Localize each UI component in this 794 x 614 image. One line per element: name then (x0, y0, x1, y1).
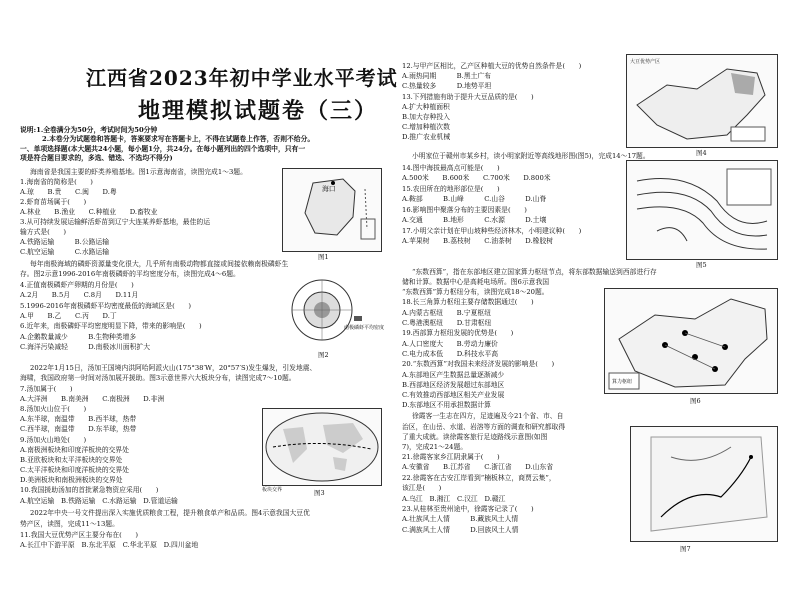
question-line: A.扩大种植面积 (402, 103, 450, 111)
question-line: 22.徐霞客在古安江岸看到“楠板林立，商贾云集”， (402, 474, 556, 482)
question-line: 16.影响图中聚落分布的主要因素是( ) (402, 206, 527, 214)
question-line: A.长江中下游平原 B.东北平原 C.华北平原 D.四川盆地 (20, 541, 199, 549)
question-line: C.西半球，南温带 D.东半球，热带 (20, 425, 137, 433)
question-line: 2022年中央一号文件提出深入实施优质粮食工程，提升粮食单产和品质。图4示意我国大豆优 (30, 509, 310, 517)
question-line: C.太平洋板块和印度洋板块的交界处 (20, 466, 130, 474)
figure-6-legend: 算力枢纽 (612, 379, 633, 385)
question-line: C.热量较多 D.地势平坦 (402, 82, 492, 90)
question-line: B.西部地区经济发展超过东部地区 (402, 381, 505, 389)
question-line: 7.汤加属于( ) (20, 385, 73, 393)
question-line: 5.1996-2016年南极磷虾平均密度最低的海域区是( ) (20, 302, 192, 310)
question-line: A.2月 B.5月 C.8月 D.11月 (20, 291, 139, 299)
question-line: 2022年1月15日，汤加王国境内洪阿哈阿派火山(175°38′W，20°57′S)发生爆发，引发地震、 (30, 364, 317, 372)
question-line: 小明家位于赣州市某乡村，读小明家附近等高线地形图(图5)，完成14～17题。 (412, 152, 650, 160)
figure-6-caption: 图6 (690, 397, 701, 405)
question-line: 21.徐霞客家乡江阴隶属于( ) (402, 453, 500, 461)
question-line: A.苹果树 B.荔枝树 C.油茶树 D.橡胶树 (402, 237, 554, 245)
question-line: A.东部地区产生数据总量逐渐减少 (402, 371, 505, 379)
question-line: 14.图中海拔最高点可能是( ) (402, 164, 500, 172)
question-line: 4.正值南极磷虾产卵期的月份是( ) (20, 281, 134, 289)
question-line: 该江是( ) (402, 484, 442, 492)
question-line: 9.汤加火山地处( ) (20, 436, 87, 444)
question-line: 势产区，读图，完成11～13题。 (20, 520, 119, 528)
exam-subtitle: 地理模拟试题卷（三） (138, 98, 379, 124)
question-line: B.加大存种投入 (402, 113, 450, 121)
question-line: A.铁路运输 B.公路运输 (20, 238, 109, 246)
question-line: 储和计算。数据中心是高耗电场所。图6示意我国 (402, 278, 550, 286)
question-line: 13.下列措施有助于提升大豆品质的是( ) (402, 93, 534, 101)
instruction-line: 说明:1.全卷满分为50分，考试时间为50分钟 (20, 126, 158, 134)
question-line: D.美洲板块和南极洲板块的交界处 (20, 476, 123, 484)
question-line: C.海洋污染减轻 D.南极冰川面积扩大 (20, 343, 151, 351)
question-line: C.增加种植次数 (402, 123, 450, 131)
question-line: 8.汤加火山位于( ) (20, 405, 87, 413)
figure-7-caption: 图7 (680, 545, 691, 553)
figure-5-contour-map (626, 160, 778, 260)
question-line: 了重大成就。读徐霞客旅行足迹路线示意图(如图 (402, 433, 548, 441)
question-line: 15.农田所在的地形部位是( ) (402, 185, 500, 193)
question-line: C.电力成本低 D.科技水平高 (402, 350, 499, 358)
question-line: 3.从可持续发展运输鲜活虾苗到辽宁大连某养虾基地，最佳的运 (20, 218, 210, 226)
question-line: 海南省是我国主要的虾类养殖基地。图1示意海南省，读图完成1～3题。 (30, 168, 247, 176)
question-line: A.甲 B.乙 C.丙 D.丁 (20, 312, 117, 320)
question-line: C.满族风土人情 D.回族风土人情 (402, 526, 519, 534)
question-line: 2.虾育苗场属于( ) (20, 198, 87, 206)
figure-1-hainan-map (282, 168, 382, 252)
haikou-label: 海口 (322, 185, 336, 193)
figure-7-route-map (630, 426, 778, 542)
question-line: 23.从桂林至贵州途中，徐霞客记录了( ) (402, 505, 534, 513)
question-line: A.南极洲板块和印度洋板块的交界处 (20, 446, 130, 454)
question-line: A.人口密度大 B.劳动力廉价 (402, 340, 498, 348)
question-line: 19.西部算力枢纽发展的优势是( ) (402, 329, 514, 337)
question-line: “东数西算”，指在东部地区建立国家算力枢纽节点，将东部数据输送到西部进行存 (412, 268, 657, 276)
question-line: 20.“东数西算”对我国未来经济发展的影响是( ) (402, 360, 555, 368)
question-line: 治区，在山岳、水道、岩溶等方面的调查和研究都取得 (402, 423, 566, 431)
question-line: A.内蒙古枢纽 B.宁夏枢纽 (402, 309, 491, 317)
question-line: 存。图2示意1996-2016年南极磷虾的平均密度分布，读图完成4～6题。 (20, 270, 240, 278)
figure-3-caption: 图3 (314, 489, 325, 497)
question-line: C.有效推动西部地区相关产业发展 (402, 391, 505, 399)
question-line: 12.与甲产区相比，乙产区种植大豆的优势自然条件是( ) (402, 62, 582, 70)
question-line: A.林业 B.渔业 C.种植业 D.畜牧业 (20, 208, 158, 216)
question-line: 6.近年来，南极磷虾平均密度明显下降，带来的影响是( ) (20, 322, 202, 330)
question-line: 7)，完成21～24题。 (402, 443, 468, 451)
figure-2-legend: 南极磷虾平均密度 (344, 325, 385, 331)
question-line: C.航空运输 C.水路运输 (20, 248, 110, 256)
question-line: “东数西算”算力枢纽分布，读图完成18～20题。 (402, 288, 549, 296)
question-line: A.鞍部 B.山峰 C.山谷 D.山脊 (402, 195, 547, 203)
question-line: A.壮族风土人情 B.藏族风土人情 (402, 515, 519, 523)
question-line: C.粤港澳枢纽 D.甘肃枢纽 (402, 319, 492, 327)
question-line: 17.小明父亲计划在甲山坡种些经济林木，小明建议种( ) (402, 227, 582, 235)
question-line: A.乌江 B.湘江 C.汉江 D.赣江 (402, 495, 506, 503)
question-line: D.推广农业机械 (402, 133, 451, 141)
question-line: 海啸，我国政府第一时间对汤加展开援助。图3示意世界六大板块分布，读图完成7～10题。 (20, 374, 296, 382)
question-line: 11.我国大豆优势产区主要分布在( ) (20, 531, 139, 539)
question-line: A.东半球，南温带 B.西半球，热带 (20, 415, 137, 423)
question-line: 输方式是( ) (20, 228, 67, 236)
figure-2-antarctic-map (282, 276, 380, 344)
question-line: A.琼 B.贵 C.闽 D.粤 (20, 188, 117, 196)
figure-3-world-plates-map (262, 408, 382, 486)
instruction-line: 2.本卷分为试题卷和答题卡，答案要求写在答题卡上，不得在试题卷上作答，否则不给分。 (42, 135, 315, 143)
question-line: A.雨热同期 B.黑土广布 (402, 72, 491, 80)
figure-3-legend: 板块交界 (262, 487, 283, 493)
figure-4-soybean-map (626, 54, 778, 148)
question-line: B.亚欧板块和太平洋板块的交界处 (20, 456, 123, 464)
question-line: 徐霞客一生志在四方，足迹遍及今21个省、市、自 (412, 412, 564, 420)
question-line: 1.海南省的简称是( ) (20, 178, 93, 186)
exam-title: 江西省2023年初中学业水平考试 (86, 66, 398, 90)
question-line: 每年南极海域的磷虾资源量变化很大，几乎所有南极动物都直接或间接依赖南极磷虾生 (30, 260, 289, 268)
figure-1-caption: 图1 (318, 253, 329, 261)
question-line: A.交通 B.地形 C.水源 D.土壤 (402, 216, 547, 224)
question-line: A.企鹅数量减少 B.生物种类增多 (20, 333, 137, 341)
figure-4-label: 大豆优势产区 (630, 59, 661, 65)
question-line: 10.我国援助汤加的首批紧急物资应采用( ) (20, 486, 159, 494)
question-line: A.航空运输 B.铁路运输 C.水路运输 D.管道运输 (20, 497, 178, 505)
section-heading: 一、单项选择题(本大题共24小题，每小题1分，共24分。在每小题列出的四个选项中，只有一 (20, 145, 306, 153)
figure-5-caption: 图5 (696, 261, 707, 269)
question-line: A.安徽省 B.江苏省 C.浙江省 D.山东省 (402, 463, 554, 471)
question-line: A.500米 B.600米 C.700米 D.800米 (402, 174, 551, 182)
question-line: 18.长三角算力枢纽主要存储数据通过( ) (402, 298, 534, 306)
figure-2-caption: 图2 (318, 351, 329, 359)
question-line: A.大洋洲 B.南美洲 C.南极洲 D.非洲 (20, 395, 165, 403)
section-heading: 项是符合题目要求的，多选、错选、不选均不得分) (20, 154, 173, 162)
question-line: D.东部地区不用承担数据计算 (402, 401, 491, 409)
figure-4-caption: 图4 (696, 149, 707, 157)
